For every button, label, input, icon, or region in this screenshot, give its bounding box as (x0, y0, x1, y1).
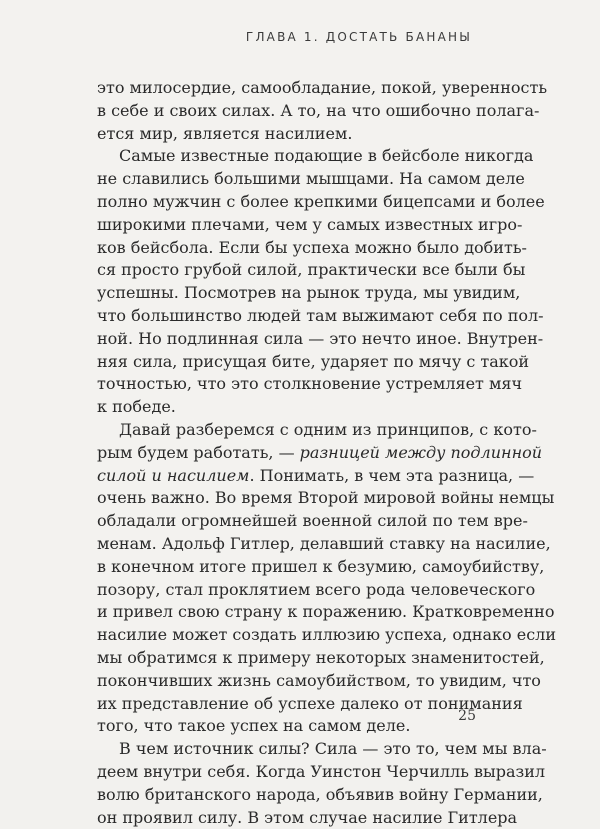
text-line: Давай разберемся с одним из принципов, с кото- (97, 419, 485, 442)
text-line: ся просто грубой силой, практически все были бы (97, 259, 485, 282)
text-line: того, что такое успех на самом деле. (97, 715, 485, 738)
text-line: В чем источник силы? Сила — это то, чем мы вла- (97, 738, 485, 761)
text-line: их представление об успехе далеко от понимания (97, 693, 485, 716)
page-number: 25 (458, 708, 476, 724)
text-line: широкими плечами, чем у самых известных игро- (97, 214, 485, 237)
text-line: это милосердие, самообладание, покой, уверенность (97, 77, 485, 100)
text-line: деем внутри себя. Когда Уинстон Черчилль выразил (97, 761, 485, 784)
body-text (97, 77, 485, 829)
text-fragment: . Понимать, в чем эта разница, — (249, 466, 534, 485)
text-line: няя сила, присущая бите, ударяет по мячу с такой (97, 351, 485, 374)
text-line (97, 465, 485, 488)
text-line: ется мир, является насилием. (97, 123, 485, 146)
text-line: мы обратимся к примеру некоторых знаменитостей, (97, 647, 485, 670)
text-line: он проявил силу. В этом случае насилие Гитлера (97, 807, 485, 829)
text-fragment: рым будем работать, — (97, 443, 300, 462)
text-line: очень важно. Во время Второй мировой войны немцы (97, 487, 485, 510)
text-line: насилие может создать иллюзию успеха, однако если (97, 624, 485, 647)
text-line: в себе и своих силах. А то, на что ошибочно полага- (97, 100, 485, 123)
text-line: волю британского народа, объявив войну Германии, (97, 784, 485, 807)
text-line: ной. Но подлинная сила — это нечто иное. Внутрен- (97, 328, 485, 351)
text-line: успешны. Посмотрев на рынок труда, мы увидим, (97, 282, 485, 305)
text-line: полно мужчин с более крепкими бицепсами и более (97, 191, 485, 214)
text-line: Самые известные подающие в бейсболе никогда (97, 145, 485, 168)
text-line: в конечном итоге пришел к безумию, самоубийству, (97, 556, 485, 579)
text-line: не славились большими мышцами. На самом деле (97, 168, 485, 191)
text-line: обладали огромнейшей военной силой по тем вре- (97, 510, 485, 533)
emphasis-text: разницей между подлинной (300, 443, 542, 462)
text-line: и привел свою страну к поражению. Кратковременно (97, 601, 485, 624)
text-line: точностью, что это столкновение устремляет мяч (97, 373, 485, 396)
text-line: покончивших жизнь самоубийством, то увидим, что (97, 670, 485, 693)
running-head: ГЛАВА 1. ДОСТАТЬ БАНАНЫ (246, 30, 472, 44)
text-line: что большинство людей там выжимают себя по пол- (97, 305, 485, 328)
text-line: менам. Адольф Гитлер, делавший ставку на насилие, (97, 533, 485, 556)
emphasis-text: силой и насилием (97, 466, 249, 485)
text-line: позору, стал проклятием всего рода человеческого (97, 579, 485, 602)
text-line: ков бейсбола. Если бы успеха можно было добить- (97, 237, 485, 260)
text-line (97, 442, 485, 465)
text-line: к победе. (97, 396, 485, 419)
